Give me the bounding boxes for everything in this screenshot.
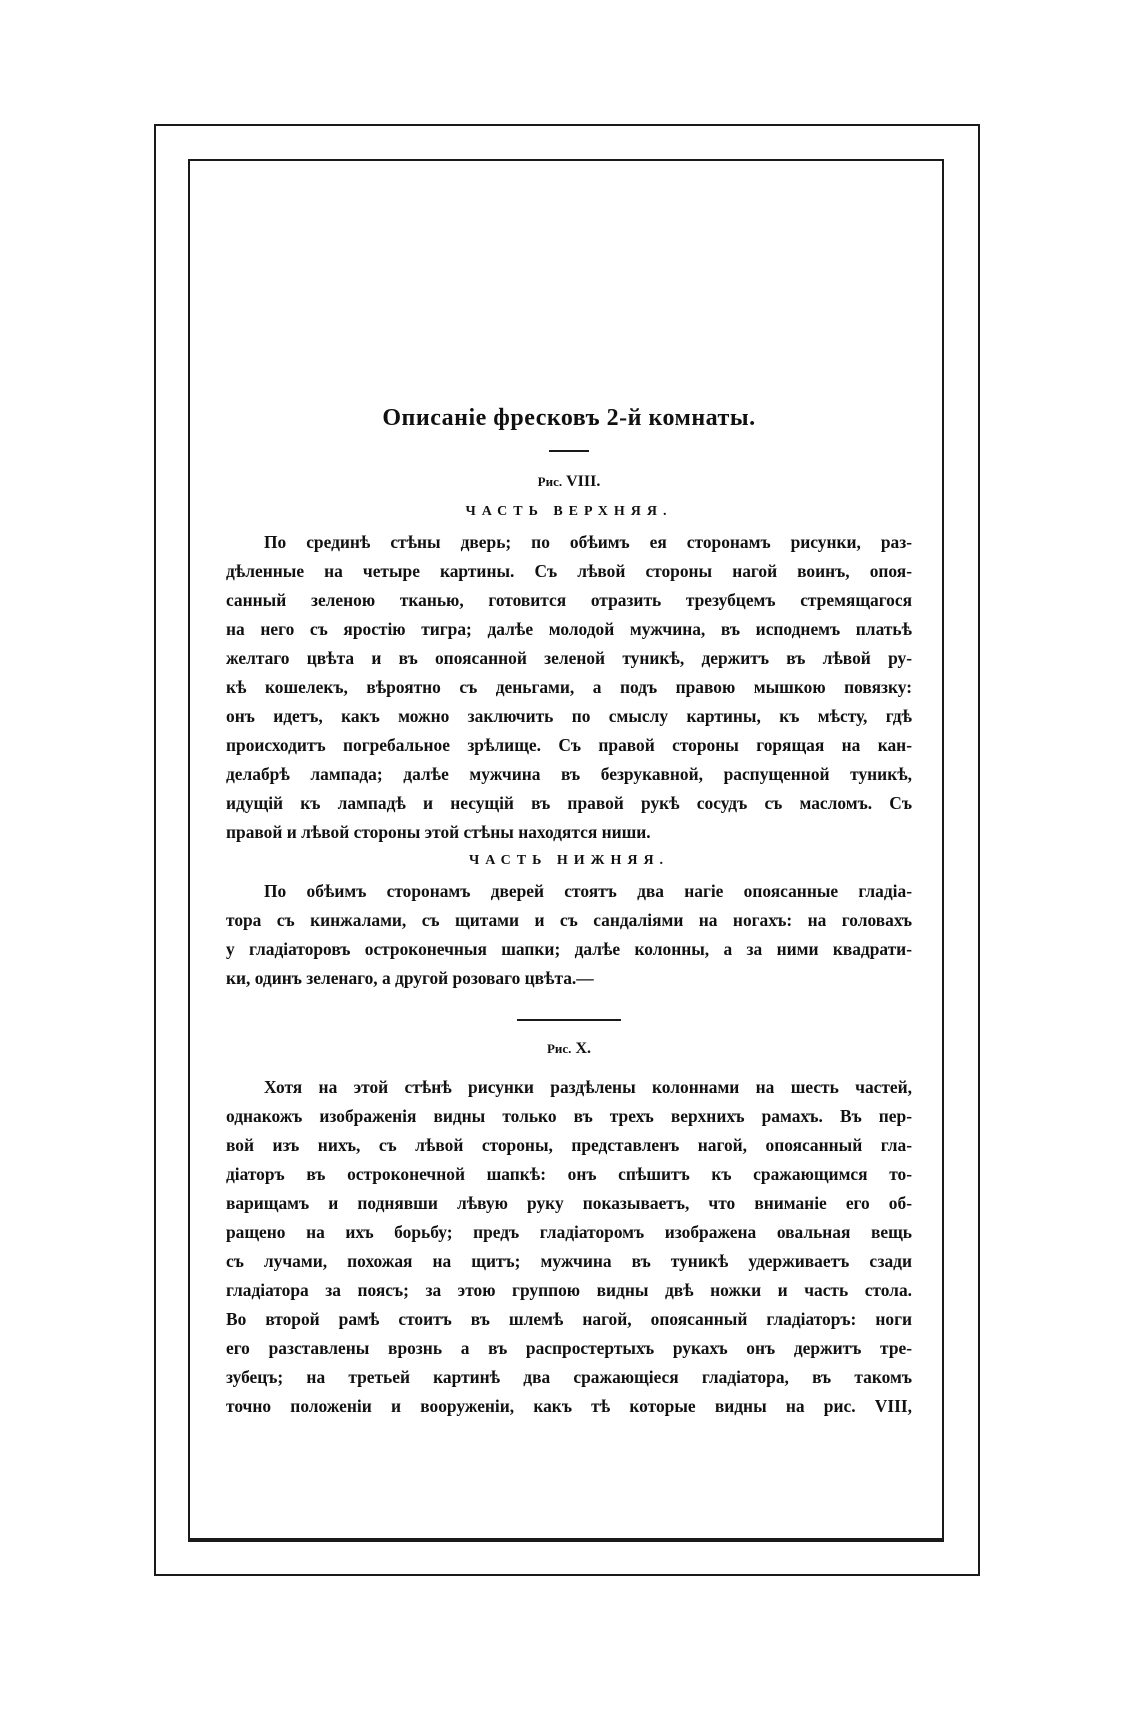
figure-x-number: X. (575, 1040, 591, 1057)
text-line: идущій къ лампадѣ и несущій въ правой рукѣ сосудъ съ масломъ. Съ (226, 793, 912, 813)
text-line: его разставлены врознь а въ распростертыхъ рукахъ онъ держитъ тре- (226, 1338, 912, 1358)
text-line: діаторъ въ остроконечной шапкѣ: онъ спѣшитъ къ сражающимся то- (226, 1164, 912, 1184)
text-line: онъ идетъ, какъ можно заключить по смыслу картины, къ мѣсту, гдѣ (226, 706, 912, 726)
lower-part-paragraph (226, 877, 912, 993)
text-line: желтаго цвѣта и въ опоясанной зеленой туникѣ, держитъ въ лѣвой ру- (226, 648, 912, 668)
page-title: Описаніе фресковъ 2-й комнаты. (382, 405, 756, 431)
text-line: гладіатора за поясъ; за этою группою видны двѣ ножки и часть стола. (226, 1280, 912, 1300)
figure-x-paragraph (226, 1073, 912, 1421)
text-line: Во второй рамѣ стоитъ въ шлемѣ нагой, опоясанный гладіаторъ: ноги (226, 1309, 912, 1329)
figure-x-prefix: Рис. (546, 1041, 572, 1056)
text-line: вой изъ нихъ, съ лѣвой стороны, представленъ нагой, опоясанный гла- (226, 1135, 912, 1155)
figure-viii-prefix: Рис. (537, 474, 563, 489)
section-divider (517, 1019, 621, 1021)
figure-viii-label (226, 470, 912, 494)
title-divider (549, 450, 589, 452)
text-line: ращено на ихъ борьбу; предъ гладіаторомъ изображена овальная вещь (226, 1222, 912, 1242)
text-line: варищамъ и поднявши лѣвую руку показываетъ, что вниманіе его об- (226, 1193, 912, 1213)
text-line: однакожъ изображенія видны только въ трехъ верхнихъ рамахъ. Въ пер- (226, 1106, 912, 1126)
lower-part-heading: ЧАСТЬ НИЖНЯЯ. (468, 853, 670, 868)
upper-part-heading: ЧАСТЬ ВЕРХНЯЯ. (465, 504, 673, 519)
text-line: точно положеніи и вооруженіи, какъ тѣ которые видны на рис. VIII, (226, 1396, 912, 1416)
text-line: правой и лѣвой стороны этой стѣны находятся ниши. (226, 822, 651, 842)
figure-viii-number: VIII. (566, 473, 601, 490)
text-line: делабрѣ лампада; далѣе мужчина въ безрукавной, распущенной туникѣ, (226, 764, 912, 784)
text-line: зубецъ; на третьей картинѣ два сражающіеся гладіатора, въ такомъ (226, 1367, 912, 1387)
text-line: на него съ яростію тигра; далѣе молодой мужчина, въ исподнемъ платьѣ (226, 619, 912, 639)
text-line: происходитъ погребальное зрѣлище. Съ правой стороны горящая на кан- (226, 735, 912, 755)
text-line: По обѣимъ сторонамъ дверей стоятъ два нагіе опоясанные гладіа- (264, 881, 912, 901)
text-line: санный зеленою тканью, готовится отразить трезубцемъ стремящагося (226, 590, 912, 610)
text-line: Хотя на этой стѣнѣ рисунки раздѣлены колоннами на шесть частей, (264, 1077, 912, 1097)
text-line: кѣ кошелекъ, вѣроятно съ деньгами, а подъ правою мышкою повязку: (226, 677, 912, 697)
text-line: тора съ кинжалами, съ щитами и съ сандаліями на ногахъ: на головахъ (226, 910, 912, 930)
text-line: съ лучами, похожая на щитъ; мужчина въ туникѣ удерживаетъ сзади (226, 1251, 912, 1271)
text-line: дѣленные на четыре картины. Съ лѣвой стороны нагой воинъ, опоя- (226, 561, 912, 581)
upper-part-paragraph (226, 528, 912, 847)
text-line: ки, одинъ зеленаго, а другой розоваго цвѣта.— (226, 968, 594, 988)
figure-x-label (226, 1037, 912, 1061)
text-line: у гладіаторовъ остроконечныя шапки; далѣе колонны, а за ними квадрати- (226, 939, 912, 959)
page-content (226, 398, 912, 1421)
text-line: По срединѣ стѣны дверь; по обѣимъ ея сторонамъ рисунки, раз- (264, 532, 912, 552)
